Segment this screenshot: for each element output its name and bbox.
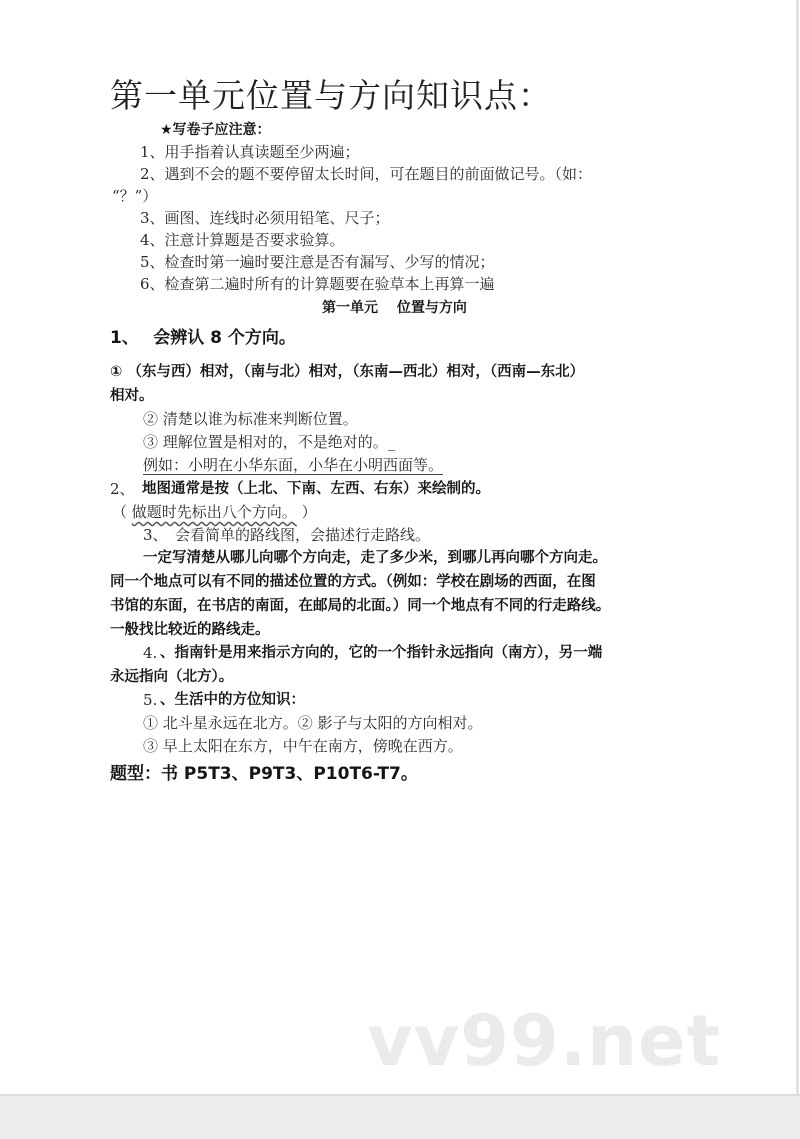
document-title: 第一单元位置与方向知识点： (110, 76, 552, 115)
section4-line-2: 永远指向（北方）。 (110, 669, 234, 685)
exam-tip-1: 1、用手指着认真读题至少两遍； (140, 143, 360, 161)
section1-point3: ③ 理解位置是相对的，不是绝对的。_ (143, 433, 396, 451)
section3-line-2: 同一个地点可以有不同的描述位置的方式。（例如：学校在剧场的西面，在图 (110, 574, 596, 590)
section2-heading: 地图通常是按（上北、下南、左西、右东）来绘制的。 (142, 481, 490, 497)
section4-number: 4. (143, 644, 158, 662)
exam-tip-6: 6、检查第二遍时所有的计算题要在验草本上再算一遍 (140, 275, 495, 293)
page-bottom-edge (0, 1094, 800, 1139)
section1-point2: ② 清楚以谁为标准来判断位置。 (143, 410, 358, 428)
exam-tips-heading: ★写卷子应注意： (160, 122, 271, 138)
exam-tip-3: 3、画图、连线时必须用铅笔、尺子； (140, 209, 390, 227)
exam-tip-5: 5、检查时第一遍时要注意是否有漏写、少写的情况； (140, 253, 495, 271)
section5-line-2: ③ 早上太阳在东方，中午在南方，傍晚在西方。 (143, 737, 463, 755)
section3-heading: 3、 会看简单的路线图，会描述行走路线。 (143, 526, 431, 544)
section2-note (112, 502, 317, 522)
section5-heading: 、生活中的方位知识： (160, 692, 305, 708)
note-open-paren: （ (112, 503, 128, 521)
exam-tip-4: 4、注意计算题是否要求验算。 (140, 231, 345, 249)
exercise-reference: 题型：书 P5T3、P9T3、P10T6-T7。 (110, 764, 418, 784)
section1-example: 例如：小明在小华东面，小华在小明西面等。 (143, 456, 444, 474)
section1-point1-cont: 相对。 (110, 388, 154, 404)
section3-line-4: 一般找比较近的路线走。 (110, 622, 270, 638)
note-close-paren: ） (301, 503, 317, 521)
section3-line-3: 书馆的东面，在书店的南面，在邮局的北面。）同一个地点有不同的行走路线。 (110, 598, 611, 614)
unit-heading: 第一单元 位置与方向 (322, 300, 467, 316)
exam-tip-2-cont: “？”） (112, 187, 158, 205)
section3-line-1: 一定写清楚从哪儿向哪个方向走，走了多少米，到哪儿再向哪个方向走。 (143, 550, 607, 566)
section5-line-1: ① 北斗星永远在北方。② 影子与太阳的方向相对。 (143, 714, 483, 732)
section2-number: 2、 (110, 480, 135, 498)
section5-number: 5. (143, 691, 158, 709)
section2-note-text: 做题时先标出八个方向。 (131, 503, 297, 521)
section4-line-1: 、指南针是用来指示方向的，它的一个指针永远指向（南方），另一端 (160, 645, 603, 661)
section1-heading: 1、 会辨认 8 个方向。 (110, 328, 296, 348)
watermark: vv99.net (367, 1000, 722, 1082)
section1-point1: ① （东与西）相对，（南与北）相对，（东南—西北）相对，（西南—东北） (110, 364, 585, 380)
exam-tip-2: 2、遇到不会的题不要停留太长时间，可在题目的前面做记号。（如： (140, 165, 593, 183)
